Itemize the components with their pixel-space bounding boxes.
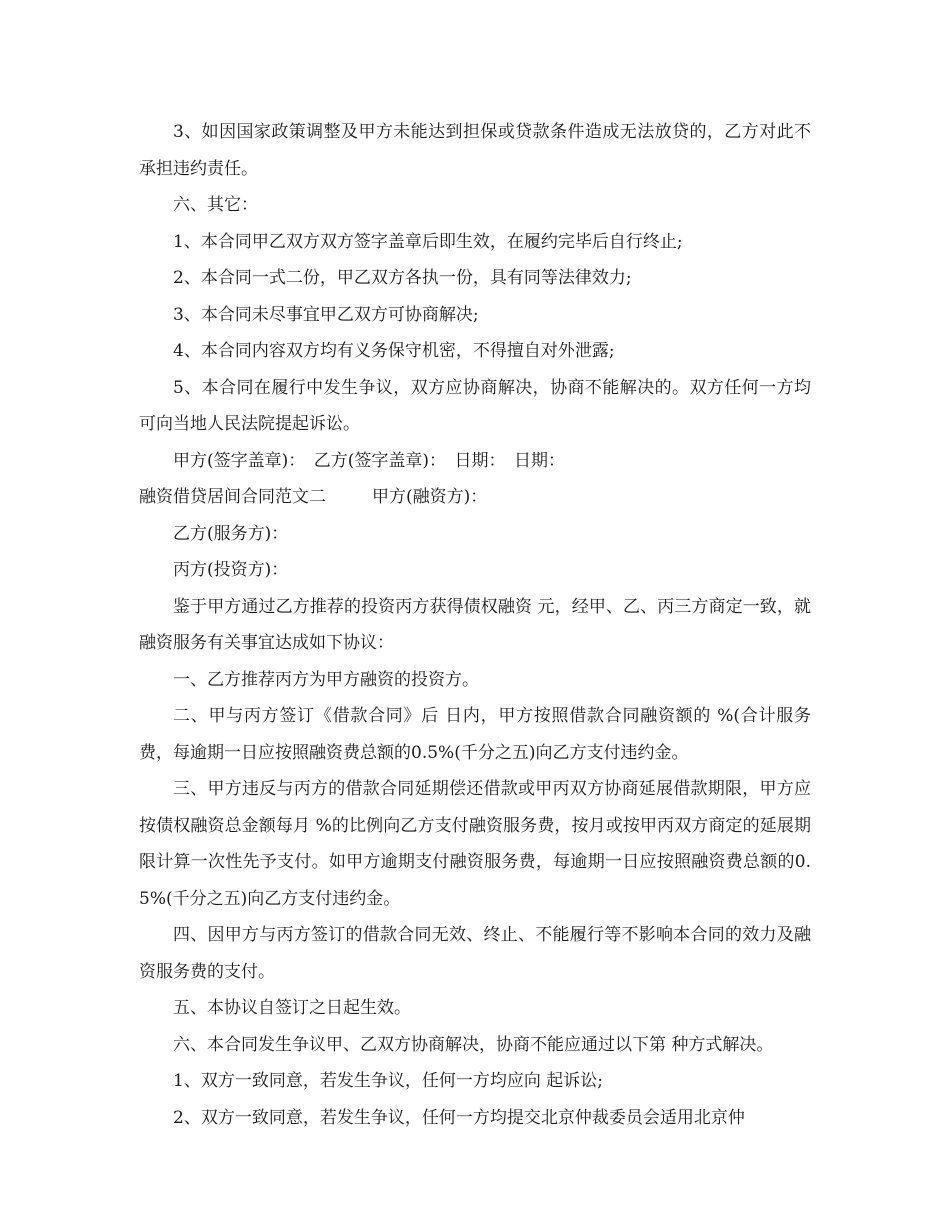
- clause-paragraph: 1、本合同甲乙双方双方签字盖章后即生效，在履约完毕后自行终止;: [173, 231, 683, 252]
- signature-line: 甲方(签字盖章)： 乙方(签字盖章)： 日期： 日期：: [173, 450, 566, 471]
- party-c-label: 丙方(投资方)：: [173, 560, 289, 580]
- document-title: 融资借贷居间合同范文二: [139, 487, 326, 507]
- clause-paragraph: 2、双方一致同意，若发生争议，任何一方均提交北京仲裁委员会适用北京仲: [173, 1107, 745, 1128]
- section-heading: 六、其它：: [173, 195, 258, 215]
- clause-paragraph: 六、本合同发生争议甲、乙双方协商解决，协商不能应通过以下第 种方式解决。: [173, 1034, 774, 1055]
- clause-paragraph: 三、甲方违反与丙方的借款合同延期偿还借款或甲丙双方协商延展借款期限，甲方应按债权融资总金额每月 %的比例向乙方支付融资服务费，按月或按甲丙双方商定的延展期限计算一次性先予支付。如甲方逾期支付融资服务费，每逾期一日应按照融资费总额的0.5%(千分之五)向乙方支付违约金。: [139, 779, 811, 909]
- clause-paragraph: 五、本协议自签订之日起生效。: [173, 998, 411, 1018]
- clause-paragraph: 5、本合同在履行中发生争议，双方应协商解决，协商不能解决的。双方任何一方均可向当地人民法院提起诉讼。: [139, 377, 811, 434]
- clause-paragraph: 一、乙方推荐丙方为甲方融资的投资方。: [173, 669, 479, 690]
- clause-paragraph: 4、本合同内容双方均有义务保守机密，不得擅自对外泄露;: [173, 341, 615, 361]
- clause-paragraph: 2、本合同一式二份，甲乙双方各执一份，具有同等法律效力;: [173, 268, 632, 288]
- clause-paragraph: 3、本合同未尽事宜甲乙双方可协商解决;: [173, 304, 479, 325]
- document-title-line: [139, 479, 811, 516]
- party-b-label: 乙方(服务方)：: [173, 523, 289, 544]
- party-a-label: 甲方(融资方)：: [372, 487, 488, 507]
- document-body: [139, 114, 811, 1136]
- clause-paragraph: 3、如因国家政策调整及甲方未能达到担保或贷款条件造成无法放贷的，乙方对此不承担违约责任。: [139, 122, 811, 179]
- clause-paragraph: 二、甲与丙方签订《借款合同》后 日内，甲方按照借款合同融资额的 %(合计服务费，每逾期一日应按照融资费总额的0.5%(千分之五)向乙方支付违约金。: [139, 706, 811, 763]
- clause-paragraph: 四、因甲方与丙方签订的借款合同无效、终止、不能履行等不影响本合同的效力及融资服务费的支付。: [139, 925, 811, 982]
- clause-paragraph: 1、双方一致同意，若发生争议，任何一方均应向 起诉讼;: [173, 1071, 603, 1091]
- preamble-paragraph: 鉴于甲方通过乙方推荐的投资丙方获得债权融资 元，经甲、乙、丙三方商定一致，就融资服务有关事宜达成如下协议：: [139, 596, 811, 653]
